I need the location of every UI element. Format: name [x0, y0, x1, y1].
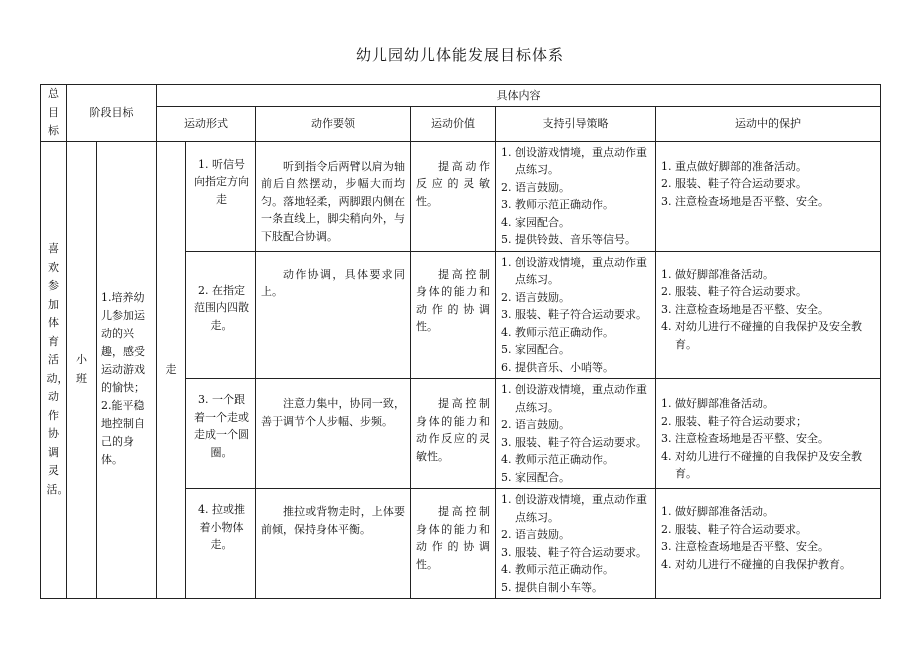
list-item: 4. 教师示范正确动作。: [501, 325, 614, 339]
list-item: 5. 家园配合。: [501, 470, 570, 484]
list-item: 2. 服装、鞋子符合运动要求；: [661, 414, 807, 428]
key-points-cell: 动作协调，具体要求同上。: [256, 251, 411, 379]
key-points-cell: 听到指令后两臂以肩为轴前后自然摆动，步幅大而均匀。落地轻柔，两脚跟内侧在一条直线上，脚尖稍向外，与下肢配合协调。: [256, 141, 411, 251]
list-item: 6. 提供音乐、小哨等。: [501, 360, 614, 374]
form-cell: 2. 在指定范围内四散走。: [186, 251, 256, 379]
list-item: 2. 服装、鞋子符合运动要求。: [661, 522, 807, 536]
protection-cell: [656, 251, 881, 379]
form-cell: 1. 听信号向指定方向走: [186, 141, 256, 251]
list-item: 3. 教师示范正确动作。: [501, 198, 614, 211]
key-points-cell: 推拉或背物走时，上体要前倾，保持身体平衡。: [256, 489, 411, 599]
list-item: 2. 语言鼓励。: [501, 180, 570, 194]
list-item: 4. 对幼儿进行不碰撞的自我保护教育。: [661, 557, 851, 571]
header-strategy: 支持引导策略: [496, 106, 656, 141]
category-cell: 走: [157, 141, 186, 599]
list-item: 1. 重点做好脚部的准备活动。: [661, 159, 807, 173]
list-item: 4. 对幼儿进行不碰撞的自我保护及安全教育。: [661, 320, 862, 351]
list-item: 1. 创设游戏情境，重点动作重点练习。: [501, 493, 647, 524]
list-item: 5. 提供铃鼓、音乐等信号。: [501, 233, 636, 246]
list-item: 5. 家园配合。: [501, 343, 570, 356]
list-item: 2. 服装、鞋子符合运动要求。: [661, 285, 807, 298]
strategy-cell: [496, 489, 656, 599]
value-cell: 提高控制身体的能力和动作的协调性。: [411, 251, 496, 379]
list-item: 1. 做好脚部准备活动。: [661, 267, 774, 281]
list-item: 2. 服装、鞋子符合运动要求。: [661, 177, 807, 190]
level-cell: 小班: [67, 141, 97, 599]
list-item: 2. 语言鼓励。: [501, 528, 570, 541]
header-overall-goal: 总目标: [41, 85, 67, 142]
table-row: [41, 141, 881, 251]
strategy-cell: [496, 141, 656, 251]
form-cell: 4. 拉或推着小物体走。: [186, 489, 256, 599]
list-item: 3. 服装、鞋子符合运动要求。: [501, 308, 647, 321]
value-cell: 提高动作反应的灵敏性。: [411, 141, 496, 251]
protection-cell: [656, 141, 881, 251]
list-item: 3. 注意检查场地是否平整、安全。: [661, 540, 829, 553]
list-item: 5. 提供自制小车等。: [501, 580, 603, 594]
header-value: 运动价值: [411, 106, 496, 141]
list-item: 2. 语言鼓励。: [501, 290, 570, 304]
list-item: 3. 服装、鞋子符合运动要求。: [501, 435, 647, 449]
list-item: 4. 对幼儿进行不碰撞的自我保护及安全教育。: [661, 449, 862, 480]
value-cell: 提高控制身体的能力和动作反应的灵敏性。: [411, 379, 496, 489]
list-item: 1. 创设游戏情境，重点动作重点练习。: [501, 145, 647, 176]
stage-goal-cell: 1.培养幼儿参加运动的兴趣，感受运动游戏的愉快；2.能平稳地控制自己的身体。: [97, 141, 157, 599]
list-item: 1. 做好脚部准备活动。: [661, 397, 774, 410]
form-cell: 3. 一个跟着一个走或走成一个圆圈。: [186, 379, 256, 489]
list-item: 4. 教师示范正确动作。: [501, 453, 614, 466]
list-item: 1. 创设游戏情境，重点动作重点练习。: [501, 383, 647, 414]
list-item: 2. 语言鼓励。: [501, 418, 570, 431]
header-key-points: 动作要领: [256, 106, 411, 141]
list-item: 1. 做好脚部准备活动。: [661, 505, 774, 518]
overall-goal-cell: 喜欢参加体育活动，动作协调灵活。: [41, 141, 67, 599]
header-stage-goal: 阶段目标: [67, 85, 157, 142]
header-protection: 运动中的保护: [656, 106, 881, 141]
list-item: 3. 服装、鞋子符合运动要求。: [501, 545, 647, 559]
list-item: 4. 家园配合。: [501, 215, 570, 229]
protection-cell: [656, 379, 881, 489]
list-item: 3. 注意检查场地是否平整、安全。: [661, 302, 829, 316]
goal-system-table: [40, 84, 881, 599]
list-item: 3. 注意检查场地是否平整、安全。: [661, 432, 829, 445]
header-form: 运动形式: [157, 106, 256, 141]
document-title: 幼儿园幼儿体能发展目标体系: [355, 46, 564, 64]
strategy-cell: [496, 251, 656, 379]
key-points-cell: 注意力集中，协同一致，善于调节个人步幅、步频。: [256, 379, 411, 489]
header-content: 具体内容: [157, 85, 881, 107]
list-item: 4. 教师示范正确动作。: [501, 563, 614, 576]
value-cell: 提高控制身体的能力和动作的协调性。: [411, 489, 496, 599]
protection-cell: [656, 489, 881, 599]
list-item: 3. 注意检查场地是否平整、安全。: [661, 194, 829, 208]
list-item: 1. 创设游戏情境，重点动作重点练习。: [501, 255, 647, 286]
strategy-cell: [496, 379, 656, 489]
